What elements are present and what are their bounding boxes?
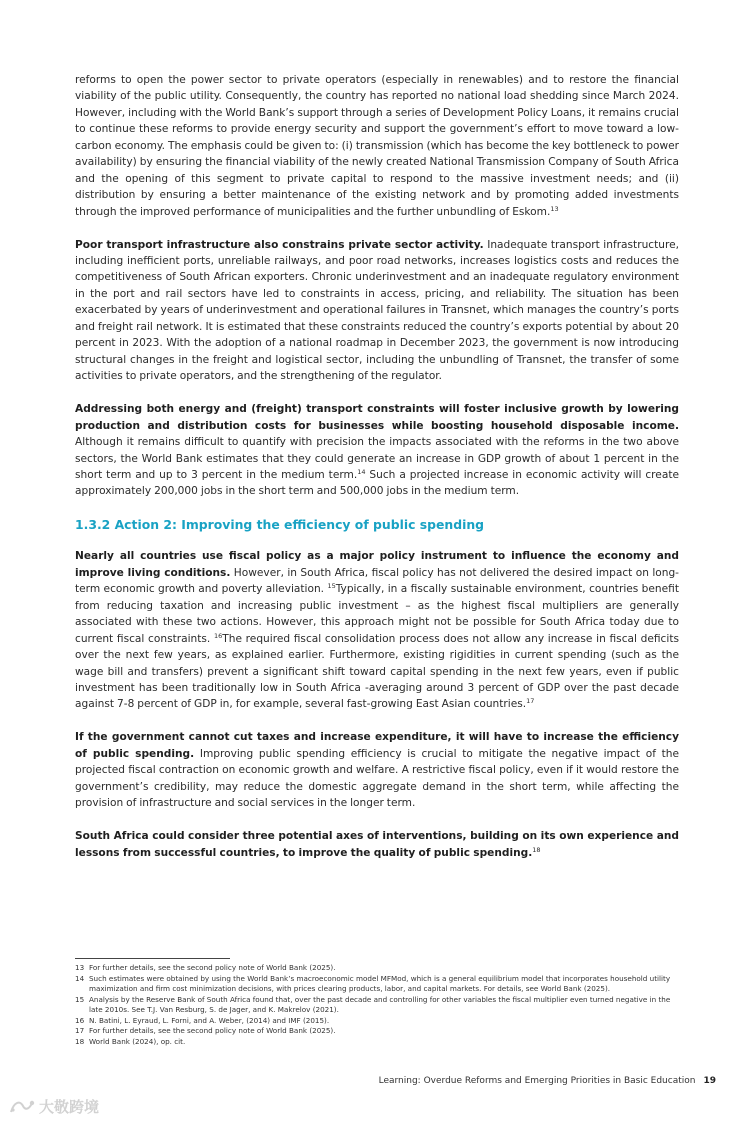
footnote-item: 15 Analysis by the Reserve Bank of South Africa found that, over the past decade and controlling for other variables the fiscal multiplier even turned negative in the late 2010s. See T.J. Van Resburg, S. de Jager, and K. Makrelov (2021). xyxy=(75,994,671,1014)
footer-title: Learning: Overdue Reforms and Emerging Priorities in Basic Education xyxy=(378,1076,696,1086)
paragraph-energy-reforms: reforms to open the power sector to private operators (especially in renewables) and to restore the financial viability of the public utility. Consequently, the country has reported no national load shedding since March 2024. However, including with the World Bank’s support through a series of Development Policy Loans, it remains crucial to continue these reforms to provide energy security and support the government’s effort to move toward a low-carbon economy. The emphasis could be given to: (i) transmission (which has become the key bottleneck to power availability) by ensuring the financial viability of the newly created National Transmission Company of South Africa and the opening of this segment to private capital to respond to the massive investment needs; and (ii) distribution by ensuring a better maintenance of the existing network and by promoting added investments through the improved performance of municipalities and the further unbundling of Eskom.$^{13}$ xyxy=(75,74,679,218)
paragraph-lead: Addressing both energy and (freight) transport constraints will foster inclusive growth by lowering production and distribution costs for businesses while boosting household disposable income. xyxy=(75,403,679,432)
paragraph-lead: South Africa could consider three potential axes of interventions, building on its own experience and lessons from successful countries, to improve the quality of public spending. xyxy=(75,830,679,859)
page-body xyxy=(75,72,679,878)
paragraph-transport: Poor transport infrastructure also constrains private sector activity. Inadequate transport infrastructure, including inefficient ports, unreliable railways, and poor road networks, increases logistics costs and reduces the competitiveness of South African exporters. Chronic underinvestment and an inadequate regulatory environment in the port and rail sectors have led to constraints in access, pricing, and reliability. The situation has been exacerbated by years of underinvestment and operational failures in Transnet, which manages the country’s ports and freight rail network. It is estimated that these constraints reduced the country’s exports potential by about 20 percent in 2023. With the adoption of a national roadmap in December 2023, the government is now introducing structural changes in the freight and logistical sector, including the unbundling of Transnet, the transfer of some activities to private operators, and the strengthening of the regulator. xyxy=(75,238,679,383)
footnote-ref[interactable]: 17 xyxy=(526,697,535,706)
footnote-item: 16 N. Batini, L. Eyraud, L. Forni, and A. Weber, (2014) and IMF (2015). xyxy=(75,1015,330,1025)
footnote-ref[interactable]: 18 xyxy=(532,845,541,854)
page-number: 19 xyxy=(703,1076,716,1086)
footnote-item: 13 For further details, see the second policy note of World Bank (2025). xyxy=(75,963,336,972)
watermark-text: 大敬跨境 xyxy=(39,1098,100,1116)
footnote-ref[interactable]: 16 xyxy=(214,631,223,640)
footnote-ref[interactable]: 14 xyxy=(357,467,366,476)
footnote-item: 14 Such estimates were obtained by using the World Bank’s macroeconomic model MFMod, which is a general equilibrium model that incorporates household utility maximization and firm cost minimization decisions, with prices clearing products, labor, and capital markets. For details, see World Bank (2025). xyxy=(75,973,671,993)
paragraph-lead: If the government cannot cut taxes and increase expenditure, it will have to increase the efficiency of public spending. xyxy=(75,731,679,760)
paragraph-fiscal-policy: Nearly all countries use fiscal policy as a major policy instrument to influence the economy and improve living conditions. However, in South Africa, fiscal policy has not delivered the desired impact on long-term economic growth and poverty alleviation. $^{15}$Typically, in a fiscally sustainable environment, countries benefit from reducing taxation and increasing public investment – as the highest fiscal multipliers are generally associated with these two actions. However, this approach might not be possible for South Africa today due to current fiscal constraints. $^{16}$The required fiscal consolidation process does not allow any increase in fiscal deficits over the next few years, as explained earlier. Furthermore, existing rigidities in current spending (such as the wage bill and transfers) prevent a significant shift toward capital spending in the next few years, even if public investment has been traditionally low in South Africa -averaging around 3 percent of GDP over the past decade against 7-8 percent of GDP in, for example, several fast-growing East Asian countries.$^{17}$ xyxy=(75,550,680,711)
paragraph-lead: Poor transport infrastructure also constrains private sector activity. xyxy=(75,238,484,251)
watermark-logo-icon xyxy=(8,1098,36,1116)
footnote-ref[interactable]: 13 xyxy=(550,204,559,213)
paragraph-lead: Nearly all countries use fiscal policy as a major policy instrument to influence the economy and improve living conditions. xyxy=(75,550,679,579)
page-footer xyxy=(379,1076,716,1086)
paragraph-inclusive-growth: Addressing both energy and (freight) transport constraints will foster inclusive growth by lowering production and distribution costs for businesses while boosting household disposable income. Although it remains difficult to quantify with precision the impacts associated with the reforms in the two above sectors, the World Bank estimates that they could generate an increase in GDP growth of about 1 percent in the short term and up to 3 percent in the medium term.$^{14}$ Such a projected increase in economic activity will create approximately 200,000 jobs in the short term and 500,000 jobs in the medium term. xyxy=(75,403,679,498)
footnote-divider xyxy=(75,958,230,959)
footnotes xyxy=(75,963,679,1047)
watermark xyxy=(8,1096,99,1117)
footnote-item: 17 For further details, see the second policy note of World Bank (2025). xyxy=(75,1026,336,1035)
footnote-ref[interactable]: 15 xyxy=(327,582,336,591)
paragraph-three-axes xyxy=(75,828,679,861)
paragraph-spending-efficiency: If the government cannot cut taxes and increase expenditure, it will have to increase the efficiency of public spending. Improving public spending efficiency is crucial to mitigate the negative impact of the projected fiscal contraction on economic growth and welfare. A restrictive fiscal policy, even if it would restore the government’s credibility, may reduce the domestic aggregate demand in the short term, while affecting the provision of infrastructure and social services in the longer term. xyxy=(75,731,679,810)
section-heading: 1.3.2 Action 2: Improving the efficiency of public spending xyxy=(75,517,485,533)
footnote-item: 18 World Bank (2024), op. cit. xyxy=(75,1036,186,1046)
